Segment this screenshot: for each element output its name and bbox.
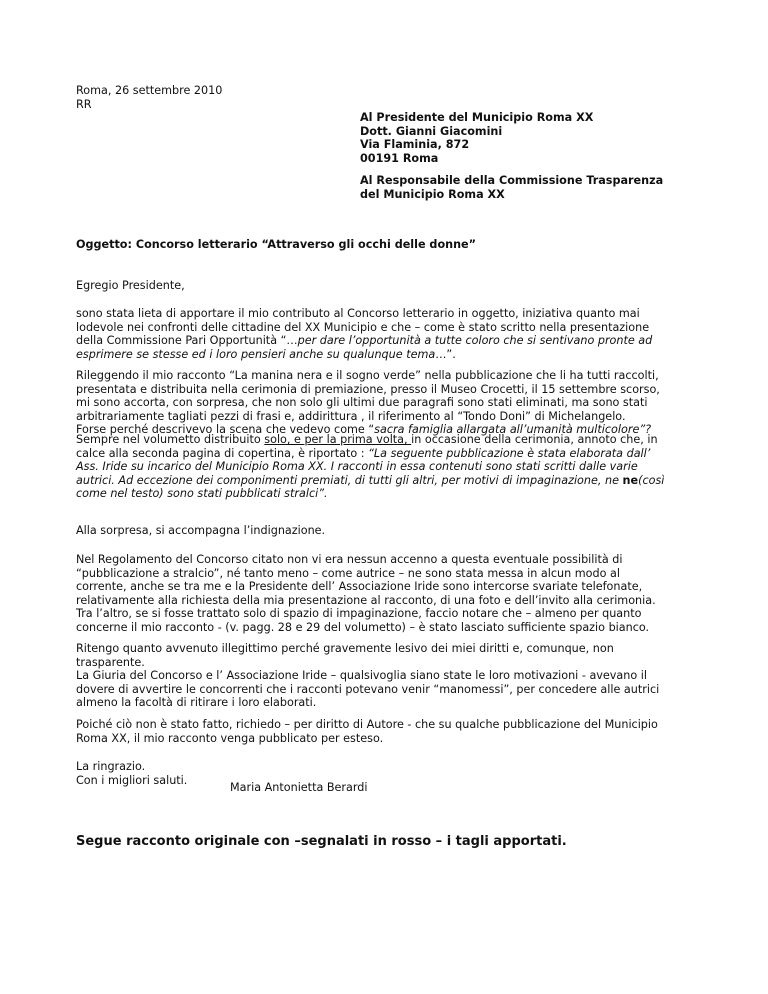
reference: RR [76, 97, 92, 111]
closing [76, 760, 187, 787]
paragraph-5: Nel Regolamento del Concorso citato non vi era nessun accenno a questa eventuale possibilità di “pubblicazione a stralcio”, né tanto meno – come autrice – ne sono stata messa in alcun modo al corrente, anche se tra me e la Presidente dell’ Associazione Iride sono intercorse svariate telefonate, relativamente alla richiesta della mia presentazione al racconto, di una foto e dell’invito alla cerimonia. Tra l’altro, se si fosse trattato solo di spazio di impaginazione, faccio notare che – almeno per quanto concerne il mio racconto - (v. pagg. 28 e 29 del volumetto) – è stato lasciato sufficiente spazio bianco. [76, 553, 656, 634]
recipient-block-2 [360, 174, 663, 201]
recipient-line: 00191 Roma [360, 151, 439, 165]
recipient-line: Al Presidente del Municipio Roma XX [360, 111, 594, 124]
paragraph-3: Sempre nel volumetto distribuito solo, e per la prima volta, in occasione della cerimonia, annoto che, in calce alla seconda pagina di copertina, è riportato : “La seguente pubblicazione è stata elaborata dall’ Ass. Iride su incarico del Municipio Roma XX. I racconti in essa contenuti sono stati scritti dalle varie autrici. Ad eccezione dei componimenti premiati, di tutti gli altri, per motivi di impaginazione, ne ne(così come nel testo) sono stati pubblicati stralci”. [76, 433, 665, 501]
bold-word: ne [622, 473, 639, 487]
subject-line: Oggetto: Concorso letterario “Attraverso gli occhi delle donne” [76, 238, 477, 251]
closing-thanks: La ringrazio. [76, 760, 146, 773]
recipient-block-1 [360, 111, 593, 165]
paragraph-1: sono stata lieta di apportare il mio contributo al Concorso letterario in oggetto, iniziativa quanto mai lodevole nei confronti delle cittadine del XX Municipio e che – come è stato scritto nella presentazione della Commissione Pari Opportunità “…per dare l’opportunità a tutte coloro che si sentivano pronte ad esprimere se stesse ed i loro pensieri anche su qualunque tema…”. [76, 307, 653, 361]
place-date: Roma, 26 settembre 2010 [76, 84, 223, 97]
underlined-text: solo, e per la prima volta, [264, 433, 412, 446]
letter-header [76, 84, 222, 111]
recipient-line: Via Flaminia, 872 [360, 138, 470, 152]
salutation: Egregio Presidente, [76, 279, 185, 292]
paragraph-4: Alla sorpresa, si accompagna l’indignazione. [76, 524, 326, 537]
recipient-line: del Municipio Roma XX [360, 187, 505, 201]
signature: Maria Antonietta Berardi [230, 781, 368, 794]
paragraph-6: Ritengo quanto avvenuto illegittimo perché gravemente lesivo dei miei diritti e, comunque, non trasparente. La Giuria del Concorso e l’ Associazione Iride – qualsivoglia siano state le loro motivazioni - avevano il dovere di avvertire le concorrenti che i racconti potevano venir “manomessi”, per concedere alle autrici almeno la facoltà di ritirare i loro elaborati. [76, 642, 660, 710]
closing-greetings: Con i migliori saluti. [76, 773, 188, 787]
paragraph-2: Rileggendo il mio racconto “La manina nera e il sogno verde” nella pubblicazione che li ha tutti raccolti, presentata e distribuita nella cerimonia di premiazione, presso il Museo Crocetti, il 15 settembre scorso, mi sono accorta, con sorpresa, che non solo gli ultimi due paragrafi sono stati eliminati, ma sono stati arbitrariamente tagliati pezzi di frasi e, addirittura , il riferimento al “Tondo Doni” di Michelangelo. Forse perché descrivevo la scena che vedevo come “sacra famiglia allargata all’umanità multicolore”? [76, 369, 660, 437]
paragraph-7: Poiché ciò non è stato fatto, richiedo – per diritto di Autore - che su qualche pubblicazione del Municipio Roma XX, il mio racconto venga pubblicato per esteso. [76, 718, 658, 745]
recipient-line: Dott. Gianni Giacomini [360, 124, 503, 138]
recipient-line: Al Responsabile della Commissione Trasparenza [360, 174, 664, 187]
footer-note: Segue racconto originale con –segnalati in rosso – i tagli apportati. [76, 834, 567, 849]
